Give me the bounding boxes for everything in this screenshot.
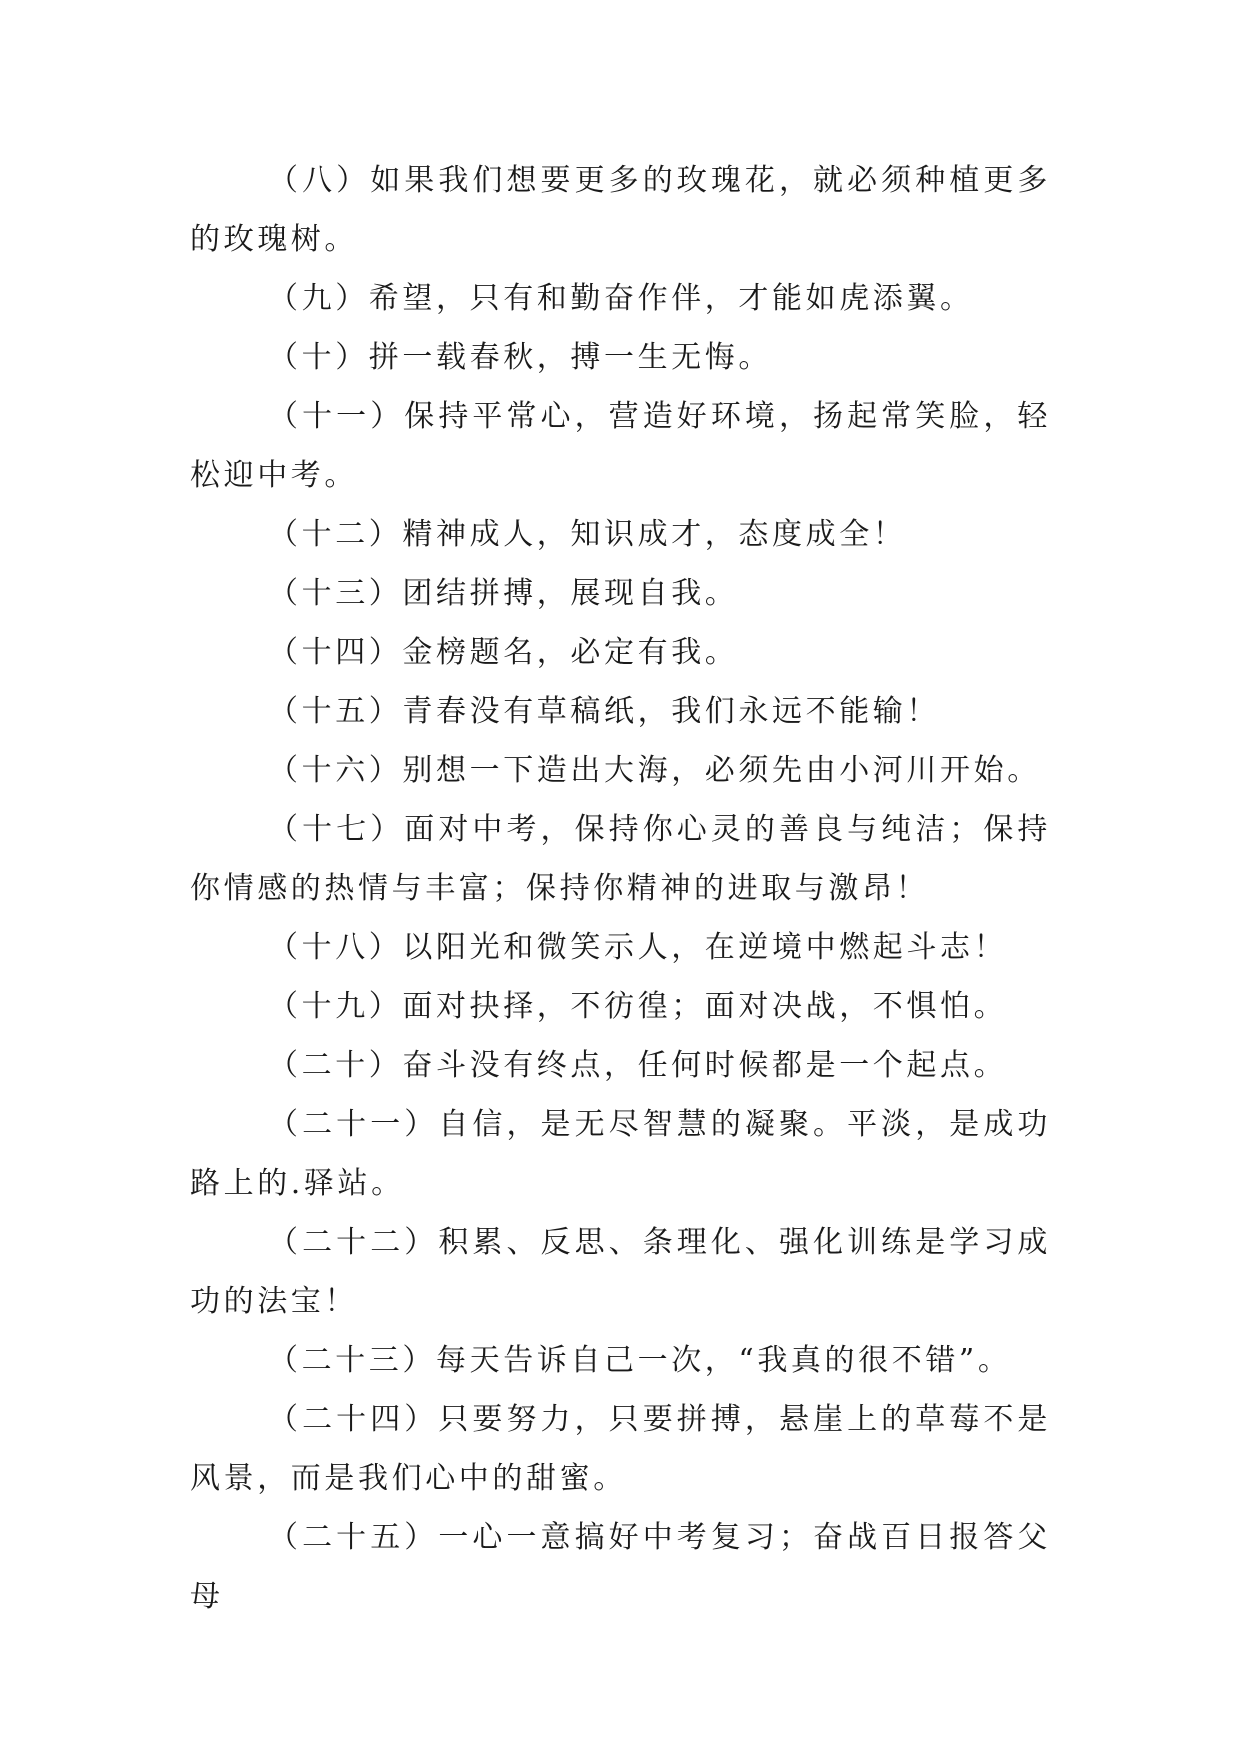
paragraph-25: （二十五）一心一意搞好中考复习；奋战百日报答父母 <box>190 1520 1051 1614</box>
paragraph-24: （二十四）只要努力，只要拼搏，悬崖上的草莓不是风景，而是我们心中的甜蜜。 <box>190 1402 1051 1496</box>
paragraph-16: （十六）别想一下造出大海，必须先由小河川开始。 <box>268 753 1041 788</box>
paragraph-11: （十一）保持平常心，营造好环境，扬起常笑脸，轻松迎中考。 <box>190 399 1051 493</box>
paragraph-15: （十五）青春没有草稿纸，我们永远不能输！ <box>268 694 940 729</box>
paragraph-20: （二十）奋斗没有终点，任何时候都是一个起点。 <box>268 1048 1008 1083</box>
paragraph-18: （十八）以阳光和微笑示人，在逆境中燃起斗志！ <box>268 930 1008 965</box>
paragraph-9: （九）希望，只有和勤奋作伴，才能如虎添翼。 <box>268 281 974 316</box>
paragraph-14: （十四）金榜题名，必定有我。 <box>268 635 739 670</box>
paragraph-19: （十九）面对抉择，不彷徨；面对决战，不惧怕。 <box>268 989 1008 1024</box>
paragraph-8: （八）如果我们想要更多的玫瑰花，就必须种植更多的玫瑰树。 <box>190 163 1051 257</box>
paragraph-12: （十二）精神成人，知识成才，态度成全！ <box>268 517 907 552</box>
paragraph-13: （十三）团结拼搏，展现自我。 <box>268 576 739 611</box>
paragraph-10: （十）拼一载春秋，搏一生无悔。 <box>268 340 772 375</box>
paragraph-23: （二十三）每天告诉自己一次，“我真的很不错”。 <box>268 1343 1012 1378</box>
paragraph-21: （二十一）自信，是无尽智慧的凝聚。平淡，是成功路上的.驿站。 <box>190 1107 1051 1201</box>
paragraph-17: （十七）面对中考，保持你心灵的善良与纯洁；保持你情感的热情与丰富；保持你精神的进取与激昂！ <box>190 812 1051 906</box>
paragraph-22: （二十二）积累、反思、条理化、强化训练是学习成功的法宝！ <box>190 1225 1051 1319</box>
